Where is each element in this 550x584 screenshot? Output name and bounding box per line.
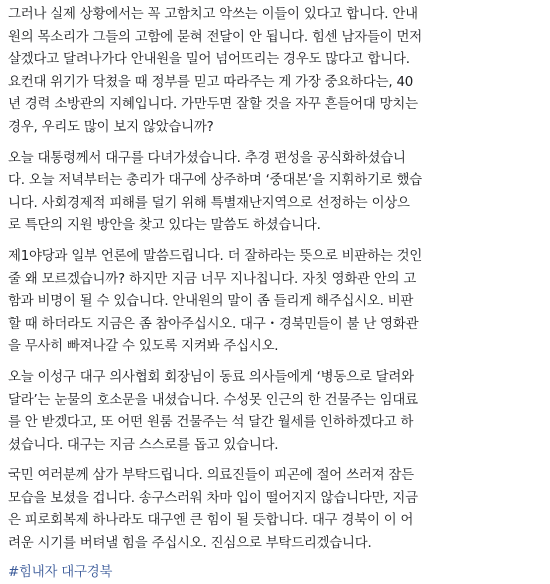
post-paragraph-5: 국민 여러분께 삼가 부탁드립니다. 의료진들이 피곤에 절어 쓰러져 잠든 모습을 보셨을 겁니다. 송구스러워 차마 입이 떨어지지 않습니다만, 지금 은 피로회복제 하나라도 대구엔 큰 힘이 될 듯합니다. 대구 경북이 이 어 려운 시기를 버텨낼 힘을 주십시오. 진심으로 부탁드리겠습니다. bbox=[8, 468, 418, 552]
hashtag-link-1[interactable]: #힘내자 bbox=[8, 564, 58, 580]
post-paragraph-1: 그러나 실제 상황에서는 꼭 고함치고 악쓰는 이들이 있다고 합니다. 안내 원의 목소리가 그들의 고함에 묻혀 전달이 안 됩니다. 힘센 남자들이 먼저 살겠다고 달려나가다 안내원을 밀어 넘어뜨리는 경우도 많다고 합니다. 요컨대 위기가 닥쳤을 때 정부를 믿고 따라주는 게 가장 중요하다는, 40 년 경력 소방관의 지혜입니다. 가만두면 잘할 것을 자꾸 흔들어대 망치는 경우, 우리도 많이 보지 않았습니까? bbox=[8, 7, 422, 135]
post-paragraph-2: 오늘 대통령께서 대구를 다녀가셨습니다. 추경 편성을 공식화하셨습니 다. 오늘 저녁부터는 총리가 대구에 상주하며 ‘중대본’을 지휘하기로 했습 니다. 사회경제적 피해를 덜기 위해 특별재난지역으로 선정하는 이상으 로 특단의 지원 방안을 찾고 있다는 말씀도 하셨습니다. bbox=[8, 150, 422, 234]
post-paragraph-3: 제1야당과 일부 언론에 말씀드립니다. 더 잘하라는 뜻으로 비판하는 것인 줄 왜 모르겠습니까? 하지만 지금 너무 지나칩니다. 자칫 영화관 안의 고 함과 비명이 될 수 있습니다. 안내원의 말이 좀 들리게 해주십시오. 비판 할 때 하더라도 지금은 좀 참아주십시오. 대구・경북민들이 불 난 영화관 을 무사히 빠져나갈 수 있도록 지켜봐 주십시오. bbox=[8, 248, 423, 355]
hashtag-link-2[interactable]: 대구경북 bbox=[61, 564, 113, 580]
post-paragraph-4: 오늘 이성구 대구 의사협회 회장님이 동료 의사들에게 ‘병동으로 달려와 달라’는 눈물의 호소문을 내셨습니다. 수성못 인근의 한 건물주는 임대료 를 안 받겠다고, 또 어떤 원룸 건물주는 석 달간 월세를 인하하겠다고 하 셨습니다. 대구는 지금 스스로를 돕고 있습니다. bbox=[8, 369, 418, 453]
hashtag-row bbox=[8, 562, 546, 584]
post-body bbox=[8, 4, 546, 584]
